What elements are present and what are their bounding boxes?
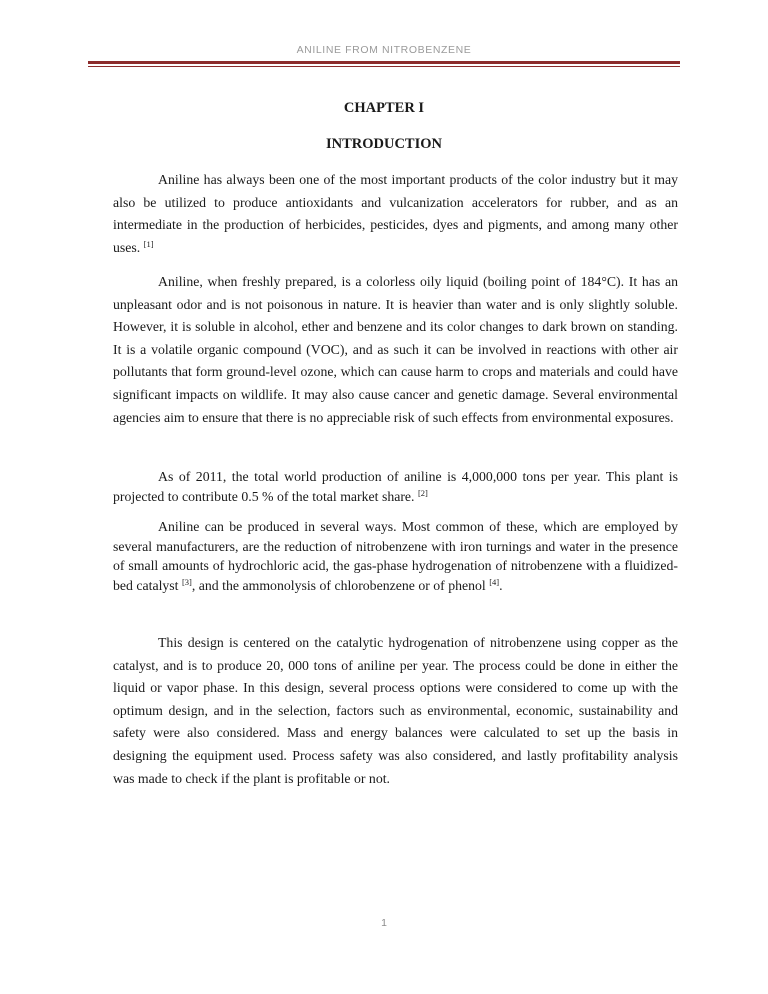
header-rule-thick: [88, 61, 680, 64]
citation-2: [2]: [417, 487, 428, 498]
paragraph-5-text: This design is centered on the catalytic hydrogenation of nitrobenzene using copper as the catalyst, and is to produce 20, 000 tons of aniline per year. The process could be done in either the liquid or vapor phase. In this design, several process options were considered to come up with the optimum design, and in the selection, factors such as environmental, economic, sustainability and safety were also considered. Mass and energy balances were calculated to set up the basis in designing the equipment used. Process safety was also considered, and lastly profitability analysis was made to check if the plant is profitable or not.: [113, 635, 678, 786]
paragraph-2: [113, 271, 678, 429]
citation-4: [4]: [489, 576, 500, 587]
paragraph-1-text: Aniline has always been one of the most important products of the color industry but it may also be utilized to produce antioxidants and vulcanization accelerators for rubber, and as an intermediate in the production of herbicides, pesticides, dyes and pigments, and among many other uses.: [113, 172, 678, 255]
citation-3: [3]: [181, 576, 192, 587]
paragraph-3-text: As of 2011, the total world production of aniline is 4,000,000 tons per year. This plant is projected to contribute 0.5 % of the total market share.: [113, 469, 678, 504]
paragraph-5: [113, 632, 678, 790]
paragraph-4-text-b: , and the ammonolysis of chlorobenzene or of phenol: [191, 577, 486, 593]
paragraph-4: [113, 517, 678, 595]
chapter-number: CHAPTER I: [343, 100, 425, 116]
paragraph-3: [113, 467, 678, 506]
paragraph-2-text: Aniline, when freshly prepared, is a colorless oily liquid (boiling point of 184°C). It has an unpleasant odor and is not poisonous in nature. It is heavier than water and is only slightly soluble. However, it is soluble in alcohol, ether and benzene and its color changes to dark brown on standing. It is a volatile organic compound (VOC), and as such it can be involved in reactions with other air pollutants that form ground-level ozone, which can cause harm to crops and materials and could have significant impacts on wildlife. It may also cause cancer and genetic damage. Several environmental agencies aim to ensure that there is no appreciable risk of such effects from environmental exposures.: [113, 274, 678, 425]
chapter-title: INTRODUCTION: [325, 136, 442, 152]
paragraph-4-text-c: .: [499, 577, 503, 593]
paragraph-4-text-a: Aniline can be produced in several ways. Most common of these, which are employed by several manufacturers, are the reduction of nitrobenzene with iron turnings and water in the presence of small amounts of hydrochloric acid, the gas-phase hydrogenation of nitrobenzene with a fluidized-bed catalyst: [113, 519, 678, 593]
running-header: ANILINE FROM NITROBENZENE: [296, 44, 472, 56]
header-rule-thin: [88, 66, 680, 67]
page-number: 1: [381, 917, 387, 929]
citation-1: [1]: [143, 238, 154, 249]
paragraph-1: [113, 169, 678, 259]
